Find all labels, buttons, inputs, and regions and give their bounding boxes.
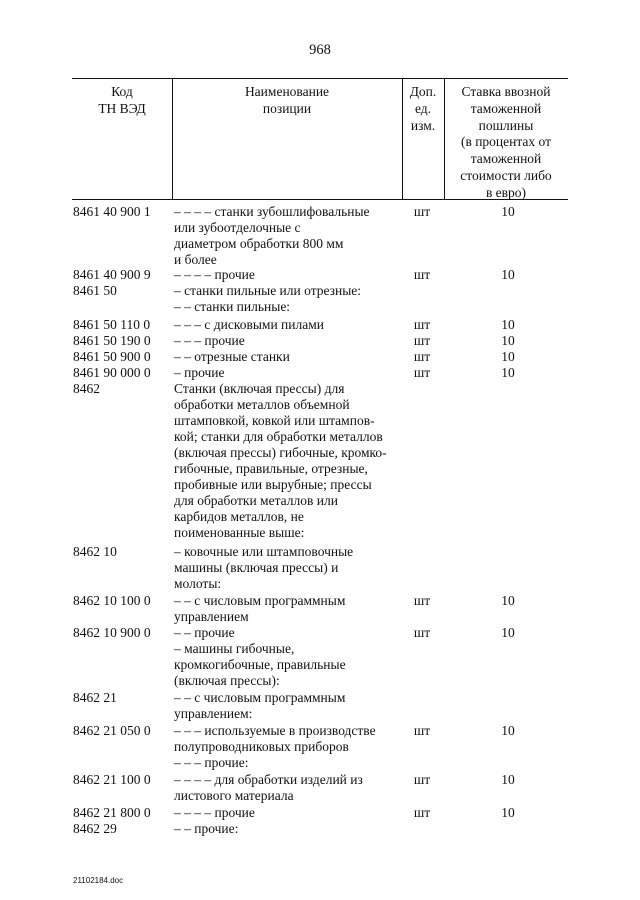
row-unit: шт: [413, 805, 431, 820]
row-code: 8462 29: [73, 821, 117, 836]
row-name: – – с числовым программным управлением: [174, 593, 346, 624]
row-code: 8461 50 110 0: [73, 317, 151, 332]
row-rate: 10: [501, 267, 515, 282]
row-code: 8461 90 000 0: [73, 365, 151, 380]
row-code: 8462 10 900 0: [73, 625, 151, 640]
row-code: 8462 21 050 0: [73, 723, 151, 738]
row-rate: 10: [501, 805, 515, 820]
row-rate: 10: [501, 365, 515, 380]
row-unit: шт: [413, 593, 431, 608]
row-rate: 10: [501, 317, 515, 332]
row-name: – – – – станки зубошлифовальные или зубоотделочные с диаметром обработки 800 мм и более: [174, 204, 370, 267]
row-name: – – прочие – машины гибочные, кромкогибочные, правильные (включая прессы):: [174, 625, 346, 688]
row-unit: шт: [413, 723, 431, 738]
row-name: – – отрезные станки: [174, 349, 290, 364]
row-code: 8462 10: [73, 544, 117, 559]
row-name: – – с числовым программным управлением:: [174, 690, 346, 721]
row-rate: 10: [501, 625, 515, 640]
row-rate: 10: [501, 723, 515, 738]
row-unit: шт: [413, 365, 431, 380]
row-name: – – прочие:: [174, 821, 239, 836]
row-rate: 10: [501, 333, 515, 348]
footer-filename: 21102184.doc: [73, 876, 124, 885]
row-code: 8461 40 900 9: [73, 267, 151, 282]
row-code: 8462 10 100 0: [73, 593, 151, 608]
header-unit: Доп. ед. изм.: [409, 84, 437, 133]
row-code: 8462 21 100 0: [73, 772, 151, 787]
row-name: – ковочные или штамповочные машины (включая прессы) и молоты:: [174, 544, 354, 591]
header-rate: Ставка ввозной таможенной пошлины (в процентах от таможенной стоимости либо в евро): [460, 84, 552, 200]
header-code: Код ТН ВЭД: [98, 84, 146, 116]
row-code: 8462: [73, 381, 100, 396]
row-code: 8462 21 800 0: [73, 805, 151, 820]
header-top-rule: [72, 78, 568, 79]
row-rate: 10: [501, 349, 515, 364]
row-code: 8462 21: [73, 690, 117, 705]
row-name: – – – – для обработки изделий из листового материала: [174, 772, 363, 803]
row-unit: шт: [413, 267, 431, 282]
row-code: 8461 50: [73, 283, 117, 298]
row-unit: шт: [413, 349, 431, 364]
row-name: – – – – прочие: [174, 267, 255, 282]
row-name: Станки (включая прессы) для обработки металлов объемной штамповкой, ковкой или штампов- кой; станки для обработки металлов (включая прессы) гибочные, кромко- гибочные, правильные, отрезные, пробивные или вырубные; прессы для обработки металлов или карбидов металлов, не поименованные выше:: [174, 381, 387, 540]
row-unit: шт: [413, 317, 431, 332]
row-rate: 10: [501, 772, 515, 787]
row-name: – прочие: [174, 365, 225, 380]
page-number: 968: [309, 42, 331, 58]
header-name: Наименование позиции: [244, 84, 330, 116]
row-code: 8461 40 900 1: [73, 204, 151, 219]
row-unit: шт: [413, 772, 431, 787]
row-rate: 10: [501, 204, 515, 219]
row-name: – – – используемые в производстве полупроводниковых приборов – – – прочие:: [174, 723, 376, 770]
row-name: – – – – прочие: [174, 805, 255, 820]
row-name: – – – прочие: [174, 333, 245, 348]
row-code: 8461 50 190 0: [73, 333, 151, 348]
row-unit: шт: [413, 625, 431, 640]
row-name: – станки пильные или отрезные: – – станки пильные:: [174, 283, 362, 314]
row-rate: 10: [501, 593, 515, 608]
row-name: – – – с дисковыми пилами: [174, 317, 324, 332]
row-unit: шт: [413, 333, 431, 348]
row-unit: шт: [413, 204, 431, 219]
row-code: 8461 50 900 0: [73, 349, 151, 364]
